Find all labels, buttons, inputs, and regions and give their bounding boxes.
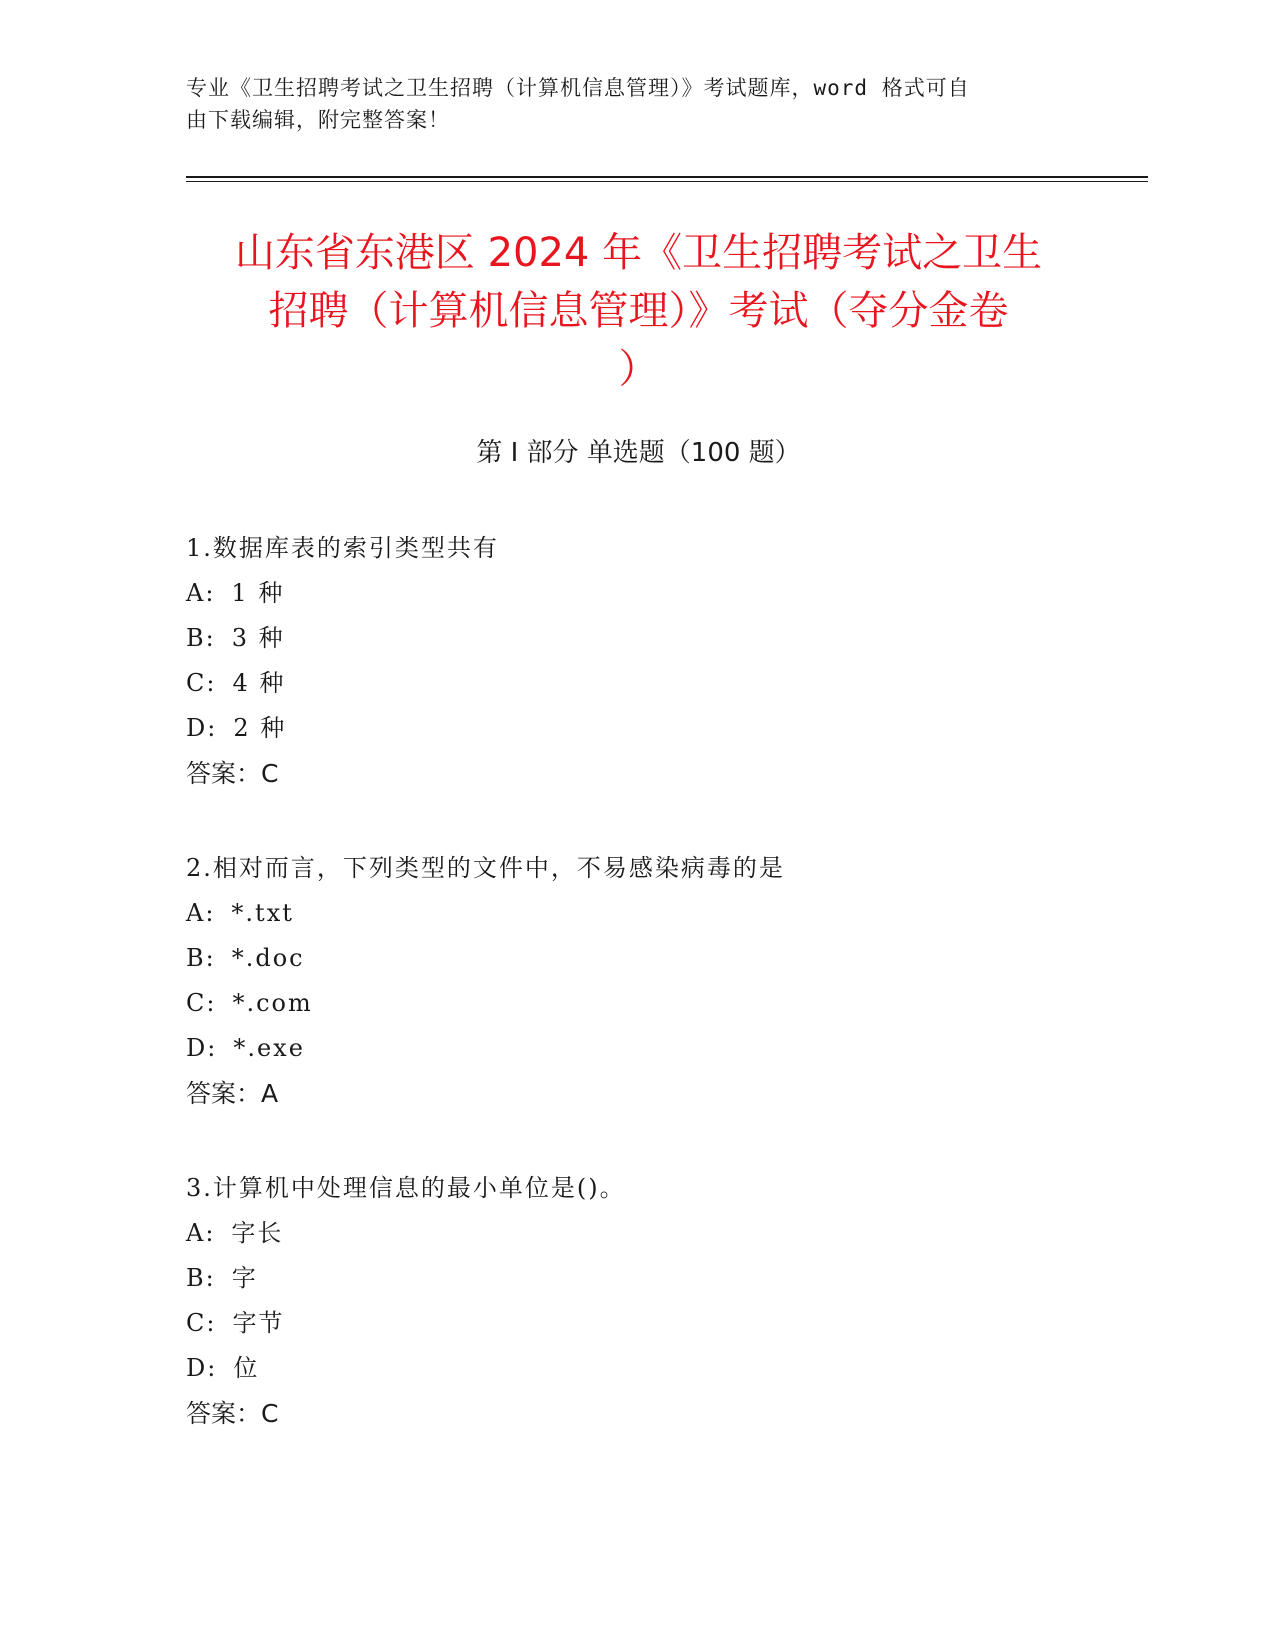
header-divider-thin — [186, 181, 1148, 182]
header-note — [186, 72, 1066, 136]
option-a — [186, 1211, 1086, 1256]
header-note-line-2: 由下载编辑，附完整答案！ — [186, 108, 450, 132]
option-a — [186, 891, 1086, 936]
option-b — [186, 936, 1086, 981]
option-key: C: — [186, 1309, 217, 1337]
option-key: C: — [186, 989, 217, 1017]
option-text: 3 种 — [231, 624, 285, 652]
option-c — [186, 981, 1086, 1026]
option-key: A: — [186, 1219, 216, 1247]
option-key: A: — [186, 899, 216, 927]
header-note-line-1: 专业《卫生招聘考试之卫生招聘（计算机信息管理）》考试题库，word 格式可自 — [186, 76, 970, 100]
document-title-line-2: 招聘（计算机信息管理）》考试（夺分金卷 — [268, 288, 1009, 334]
option-key: B: — [186, 944, 216, 972]
option-d — [186, 1346, 1086, 1391]
option-b — [186, 1256, 1086, 1301]
document-title-line-1: 山东省东港区 2024 年《卫生招聘考试之卫生 — [234, 230, 1043, 276]
option-text: 字节 — [232, 1309, 285, 1337]
option-text: 4 种 — [232, 669, 286, 697]
document-title-line-3: ） — [618, 346, 659, 392]
option-key: C: — [186, 669, 217, 697]
question-stem: 3.计算机中处理信息的最小单位是()。 — [186, 1174, 626, 1202]
option-text: 字长 — [231, 1219, 284, 1247]
option-text: *.doc — [231, 944, 305, 972]
question-list — [186, 526, 1086, 1486]
question-stem: 1.数据库表的索引类型共有 — [186, 534, 499, 562]
answer-line: 答案：C — [186, 759, 279, 788]
option-text: 字 — [231, 1264, 258, 1292]
option-b — [186, 616, 1086, 661]
option-c — [186, 661, 1086, 706]
option-text: 1 种 — [231, 579, 285, 607]
option-key: B: — [186, 624, 216, 652]
option-text: 2 种 — [233, 714, 287, 742]
option-key: D: — [186, 1034, 218, 1062]
section-title: 第 I 部分 单选题（100 题） — [476, 438, 801, 468]
option-text: *.com — [232, 989, 313, 1017]
option-a — [186, 571, 1086, 616]
document-title — [186, 224, 1091, 398]
question-item — [186, 526, 1086, 796]
option-key: D: — [186, 714, 218, 742]
option-d — [186, 706, 1086, 751]
option-d — [186, 1026, 1086, 1071]
option-key: A: — [186, 579, 216, 607]
option-text: *.txt — [231, 899, 294, 927]
option-c — [186, 1301, 1086, 1346]
option-text: *.exe — [233, 1034, 305, 1062]
answer-line: 答案：C — [186, 1399, 279, 1428]
option-key: B: — [186, 1264, 216, 1292]
question-item — [186, 846, 1086, 1116]
header-divider-thick — [186, 176, 1148, 178]
option-key: D: — [186, 1354, 218, 1382]
option-text: 位 — [233, 1354, 260, 1382]
answer-line: 答案：A — [186, 1079, 279, 1108]
question-stem: 2.相对而言，下列类型的文件中，不易感染病毒的是 — [186, 854, 785, 882]
question-item — [186, 1166, 1086, 1436]
